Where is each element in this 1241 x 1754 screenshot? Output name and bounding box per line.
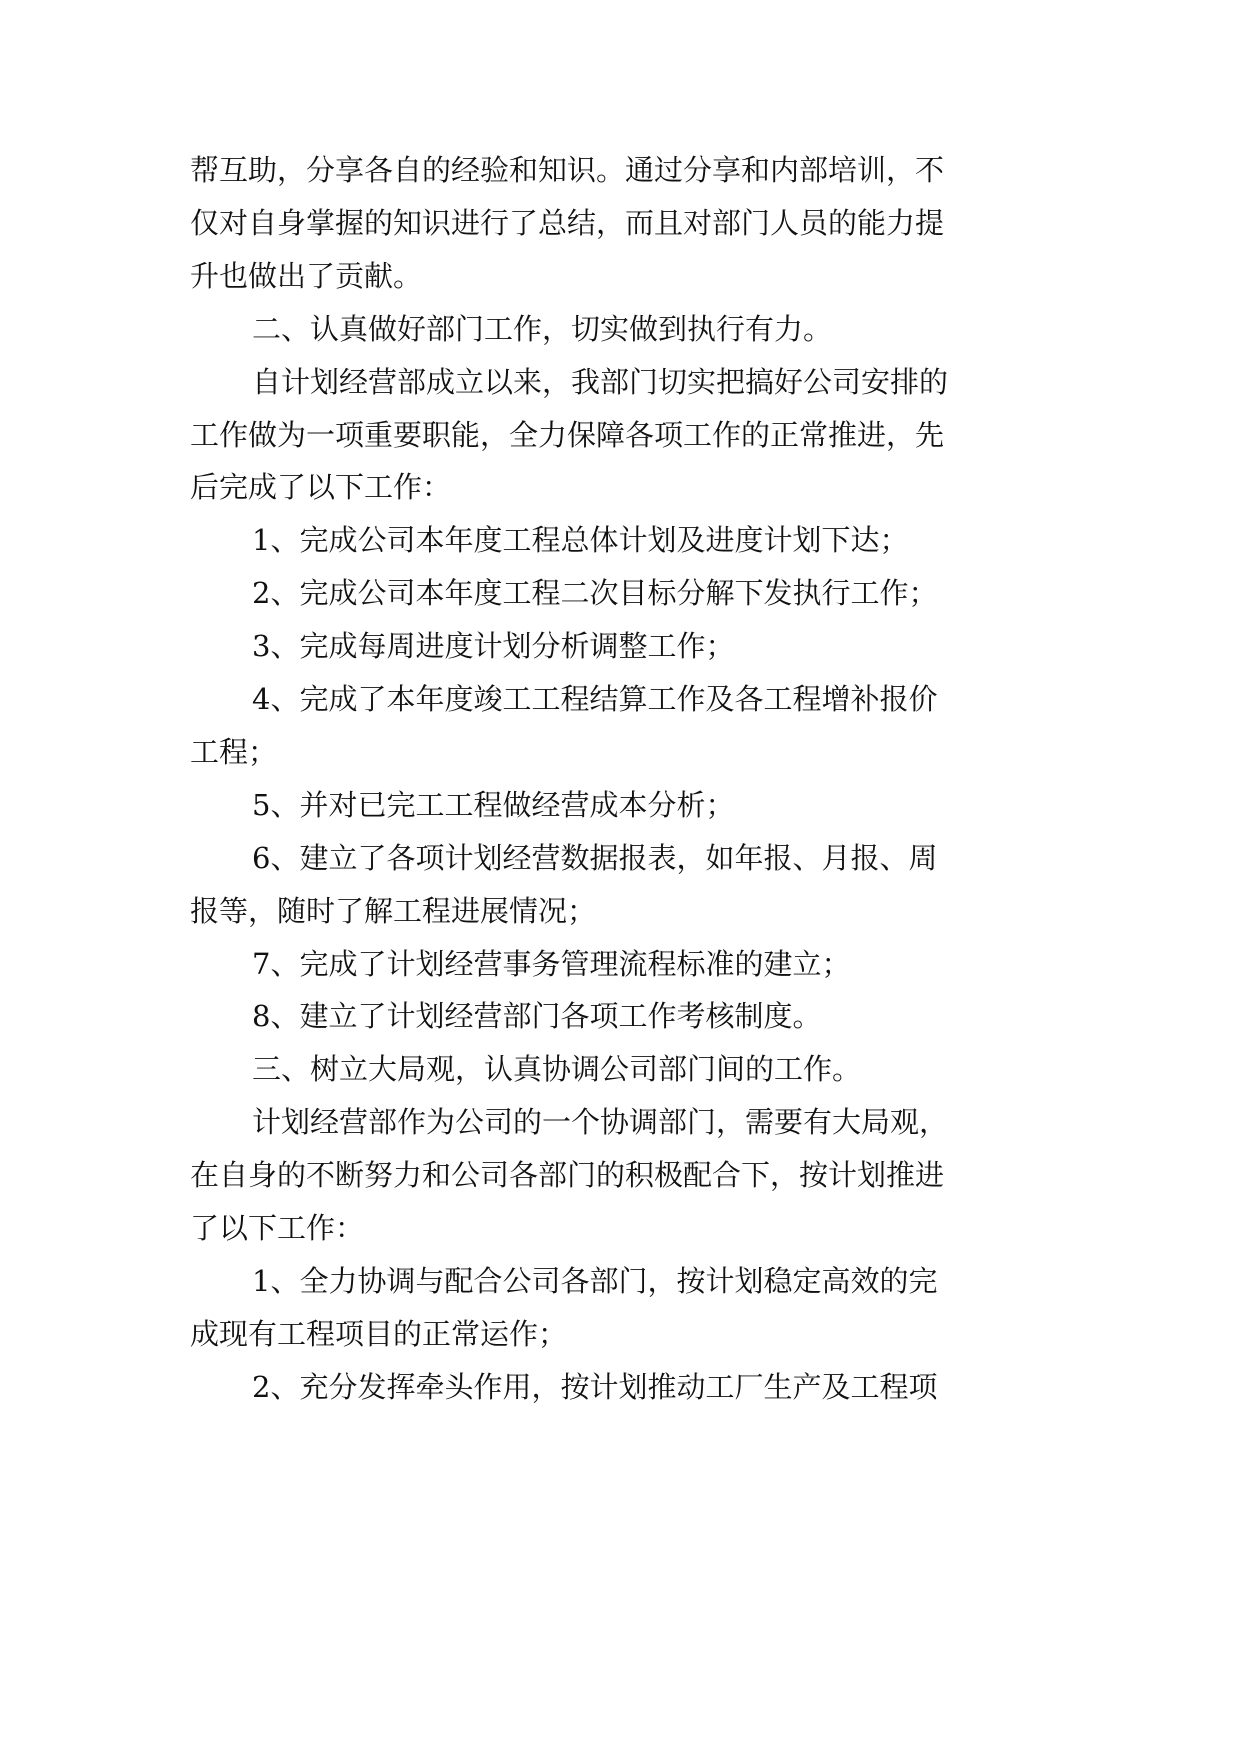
text-line: 计划经营部作为公司的一个协调部门，需要有大局观， <box>252 1105 949 1139</box>
list-item: 3、完成每周进度计划分析调整工作； <box>252 629 735 663</box>
section-heading: 二、认真做好部门工作，切实做到执行有力。 <box>252 312 833 346</box>
text-line: 后完成了以下工作： <box>190 470 452 504</box>
list-item: 7、完成了计划经营事务管理流程标准的建立； <box>252 947 851 981</box>
text-line: 升也做出了贡献。 <box>190 259 423 293</box>
text-line: 仅对自身掌握的知识进行了总结，而且对部门人员的能力提 <box>190 206 945 240</box>
list-item: 1、完成公司本年度工程总体计划及进度计划下达； <box>252 523 909 557</box>
list-item-continuation: 成现有工程项目的正常运作； <box>190 1317 568 1351</box>
list-item-continuation: 报等，随时了解工程进展情况； <box>190 894 597 928</box>
list-item: 8、建立了计划经营部门各项工作考核制度。 <box>252 999 822 1033</box>
text-line: 帮互助，分享各自的经验和知识。通过分享和内部培训，不 <box>190 153 945 187</box>
list-item: 4、完成了本年度竣工工程结算工作及各工程增补报价 <box>252 682 938 716</box>
text-line: 在自身的不断努力和公司各部门的积极配合下，按计划推进 <box>190 1158 945 1192</box>
list-item: 1、全力协调与配合公司各部门，按计划稳定高效的完 <box>252 1264 938 1298</box>
text-line: 工作做为一项重要职能，全力保障各项工作的正常推进，先 <box>190 418 945 452</box>
list-item: 5、并对已完工工程做经营成本分析； <box>252 788 735 822</box>
text-line: 自计划经营部成立以来，我部门切实把搞好公司安排的 <box>252 365 949 399</box>
list-item: 2、充分发挥牵头作用，按计划推动工厂生产及工程项 <box>252 1370 938 1404</box>
list-item: 2、完成公司本年度工程二次目标分解下发执行工作； <box>252 576 938 610</box>
text-line: 了以下工作： <box>190 1211 365 1245</box>
list-item-continuation: 工程； <box>190 735 278 769</box>
list-item: 6、建立了各项计划经营数据报表，如年报、月报、周 <box>252 841 938 875</box>
section-heading: 三、树立大局观，认真协调公司部门间的工作。 <box>252 1052 862 1086</box>
